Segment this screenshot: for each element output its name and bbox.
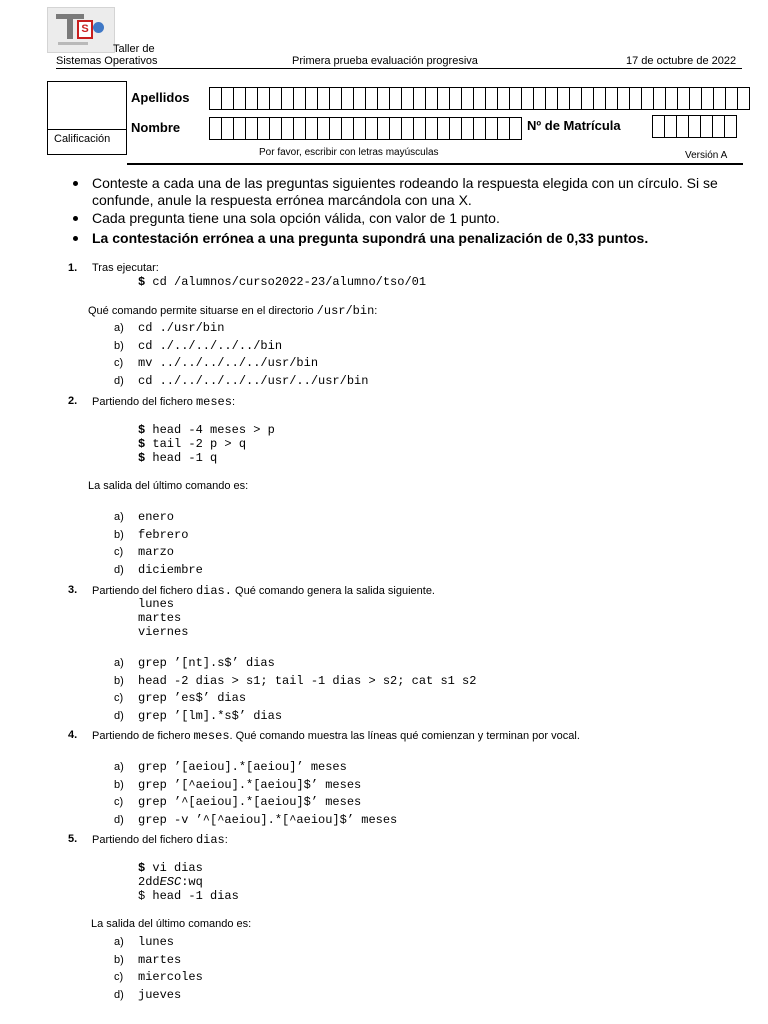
instruction-1: Conteste a cada una de las preguntas siguientes rodeando la respuesta elegida con un círculo. Si se confunde, anule la respuesta errónea marcándola con una X.	[92, 175, 718, 208]
q4-number: 4.	[68, 729, 78, 741]
q4-options	[114, 758, 397, 828]
version-label: Versión A	[685, 150, 728, 161]
q3-option-d[interactable]: d) grep ’[lm].*s$’ dias	[114, 708, 283, 723]
instruction-2: Cada pregunta tiene una sola opción válida, con valor de 1 punto.	[92, 210, 500, 226]
q2-question: La salida del último comando es:	[88, 480, 249, 492]
q3-option-b[interactable]: b) head -2 dias > s1; tail -1 dias > s2; cat s1 s2	[114, 673, 477, 688]
gear-icon	[93, 22, 104, 33]
q2-text: Partiendo del fichero meses:	[92, 395, 236, 409]
q5-number: 5.	[68, 833, 78, 845]
q2-commands: $ head -4 meses > p $ tail -2 p > q $ head -1 q	[138, 423, 275, 465]
q4-option-d[interactable]: d) grep -v ’^[^aeiou].*[^aeiou]$’ meses	[114, 812, 398, 827]
q1-option-a[interactable]: a) cd ./usr/bin	[114, 321, 225, 335]
q1-options	[114, 319, 368, 389]
q4-text: Partiendo de fichero meses. Qué comando muestra las líneas qué comienzan y terminan por vocal.	[92, 729, 580, 743]
q5-text: Partiendo del fichero dias:	[92, 833, 228, 847]
q2-option-c[interactable]: c) marzo	[114, 545, 175, 559]
q3-number: 3.	[68, 584, 78, 596]
q3-option-a[interactable]: a) grep ’[nt].s$’ dias	[114, 656, 275, 670]
q2-number: 2.	[68, 395, 78, 407]
name-input[interactable]	[210, 117, 522, 140]
q3-output: lunes martes viernes	[138, 597, 189, 639]
id-label: Nº de Matrícula	[527, 118, 621, 133]
logo-s-mark: S	[77, 20, 93, 39]
form-rule	[127, 163, 743, 165]
name-label: Nombre	[131, 120, 181, 135]
exam-date: 17 de octubre de 2022	[626, 55, 737, 67]
q1-question: Qué comando permite situarse en el directorio /usr/bin:	[88, 304, 378, 318]
q1-option-d[interactable]: d) cd ../../../../../usr/../usr/bin	[114, 373, 369, 388]
instruction-3: La contestación errónea a una pregunta supondrá una penalización de 0,33 puntos.	[92, 230, 649, 246]
q1-command: $ cd /alumnos/curso2022-23/alumno/tso/01	[138, 275, 427, 289]
q3-text: Partiendo del fichero dias. Qué comando genera la salida siguiente.	[92, 584, 435, 598]
q4-option-c[interactable]: c) grep ’^[aeiou].*[aeiou]$’ meses	[114, 795, 362, 809]
q2-option-d[interactable]: d) diciembre	[114, 562, 203, 577]
q3-option-c[interactable]: c) grep ’es$’ dias	[114, 691, 247, 705]
q5-options	[114, 933, 203, 1003]
q4-option-a[interactable]: a) grep ’[aeiou].*[aeiou]’ meses	[114, 760, 347, 774]
header-rule	[56, 68, 742, 69]
q2-option-b[interactable]: b) febrero	[114, 527, 189, 542]
q1-number: 1.	[68, 262, 78, 274]
q5-option-d[interactable]: d) jueves	[114, 987, 182, 1002]
grade-label: Calificación	[54, 133, 111, 145]
tso-logo	[47, 7, 115, 53]
q5-question: La salida del último comando es:	[91, 918, 252, 930]
exam-title: Primera prueba evaluación progresiva	[292, 55, 478, 67]
q5-option-a[interactable]: a) lunes	[114, 935, 175, 949]
q1-text: Tras ejecutar:	[92, 262, 159, 274]
q4-option-b[interactable]: b) grep ’[^aeiou].*[aeiou]$’ meses	[114, 777, 362, 792]
q3-options	[114, 654, 476, 724]
grade-box-divider	[47, 129, 127, 130]
surname-input[interactable]	[210, 87, 750, 110]
q1-option-b[interactable]: b) cd ./../../../../bin	[114, 338, 283, 353]
q5-commands: $ vi dias 2ddESC:wq $ head -1 dias	[138, 861, 239, 903]
org-line1: Taller de	[113, 43, 155, 55]
org-line2: Sistemas Operativos	[56, 55, 158, 67]
id-input[interactable]	[653, 115, 737, 138]
q2-option-a[interactable]: a) enero	[114, 510, 175, 524]
surname-label: Apellidos	[131, 90, 190, 105]
q2-options	[114, 508, 203, 578]
q1-option-c[interactable]: c) mv ../../../../../usr/bin	[114, 356, 319, 370]
q5-option-c[interactable]: c) miercoles	[114, 970, 203, 984]
q5-option-b[interactable]: b) martes	[114, 952, 182, 967]
uppercase-note: Por favor, escribir con letras mayúsculas	[259, 147, 439, 158]
